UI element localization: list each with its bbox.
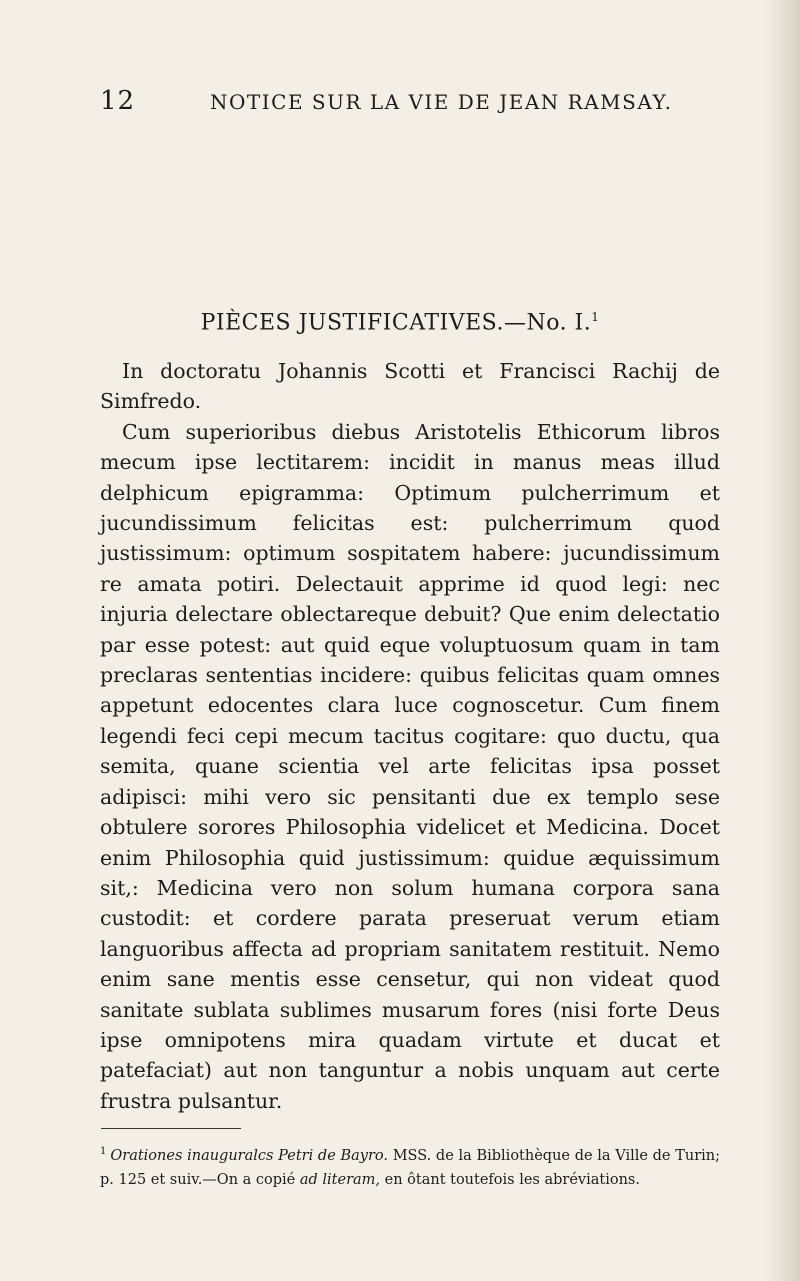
body-text xyxy=(100,356,720,1116)
footnote-reference: 1 xyxy=(591,310,600,324)
section-title xyxy=(0,310,800,335)
page-number: 12 xyxy=(100,86,136,116)
body-paragraph: Cum superioribus diebus Aristotelis Ethicorum libros mecum ipse lectitarem: incidit in manus meas illud delphicum epigramma: Optimum pulcherrimum et jucundissimum felicitas est: pulcherrimum quod justissimum: optimum sospitatem habere: jucundissimum re amata potiri. Delectauit apprime id quod legi: nec injuria delectare oblectareque debuit? Que enim delectatio par esse potest: aut quid eque voluptuosum quam in tam preclaras sententias incidere: quibus felicitas quam omnes appetunt edocentes clara luce cognoscetur. Cum finem legendi feci cepi mecum tacitus cogitare: quo ductu, qua semita, quane scientia vel arte felicitas ipsa posset adipisci: mihi vero sic pensitanti due ex templo sese obtulere sorores Philosophia videlicet et Medicina. Docet enim Philosophia quid justissimum: quidue æquissimum sit,: Medicina vero non solum humana corpora sana custodit: et cordere parata preseruat verum etiam languoribus affecta ad propriam sanitatem restituit. Nemo enim sane mentis esse censetur, qui non videat quod sanitate sublata sublimes musarum fores (nisi forte Deus ipse omnipotens mira quadam virtute et ducat et patefaciat) aut non tanguntur a nobis unquam aut certe frustra pulsantur. xyxy=(100,419,720,1113)
footnote-text: MSS. de la Bibliothèque de la Ville de Turin; p. 125 et suiv.—On a copié xyxy=(100,1147,720,1188)
section-title-text: PIÈCES JUSTIFICATIVES.—No. I. xyxy=(200,310,592,336)
footnote-source-title: Orationes inauguralcs Petri de Bayro. xyxy=(110,1147,388,1164)
running-head-title: NOTICE SUR LA VIE DE JEAN RAMSAY. xyxy=(210,90,673,114)
footnote-tail: en ôtant toutefois les abréviations. xyxy=(384,1171,640,1188)
body-heading: In doctoratu Johannis Scotti et Francisci Rachij de Simfredo. xyxy=(100,359,720,414)
footnote-rule xyxy=(101,1128,241,1129)
page-edge-shadow xyxy=(766,0,800,1281)
running-head xyxy=(100,86,720,116)
footnote-marker: 1 xyxy=(100,1146,107,1157)
footnote-ad-literam: ad literam, xyxy=(299,1171,381,1188)
footnote xyxy=(100,1140,720,1192)
